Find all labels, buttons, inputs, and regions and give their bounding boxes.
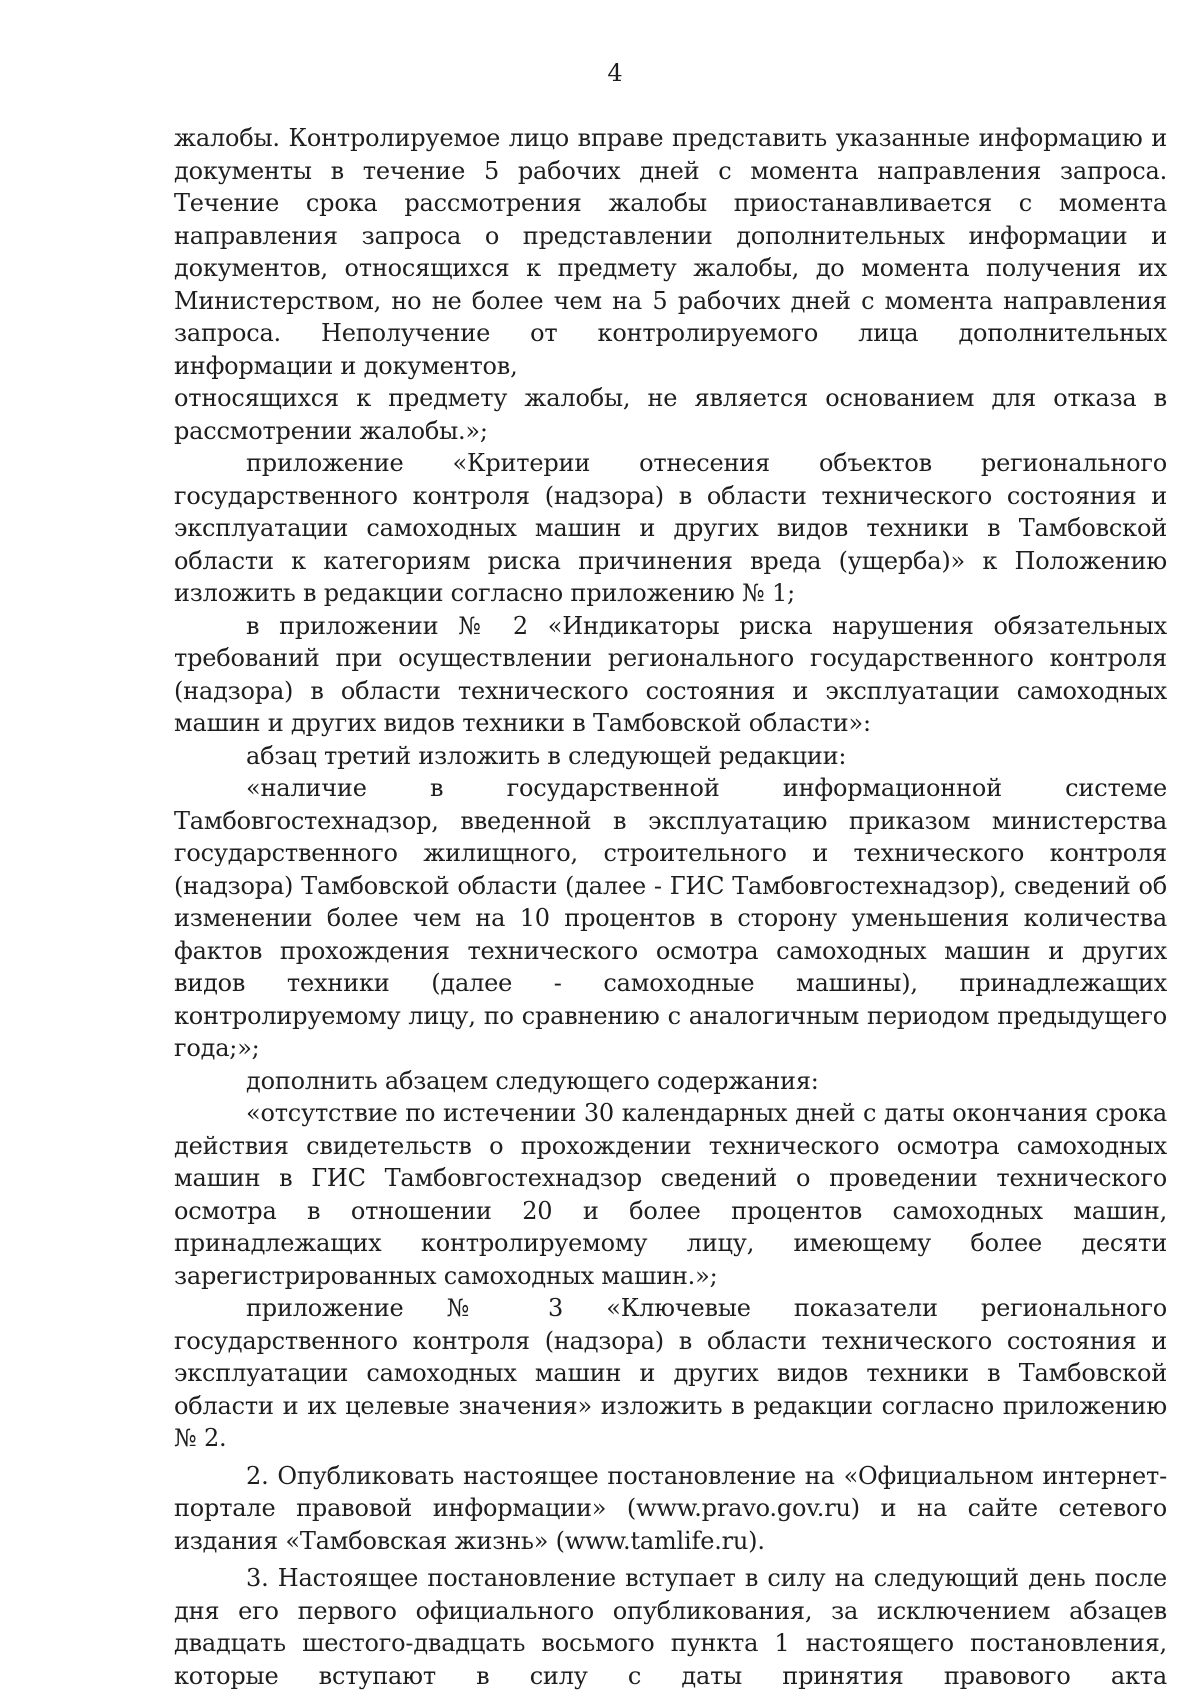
paragraph-appendix-3-indicators: приложение № 3 «Ключевые показатели регионального государственного контроля (надзора) в области технического состояния и эксплуатации самоходных машин и других видов техники в Тамбовской области и их целевые значения» изложить в редакции согласно приложению № 2. (174, 1294, 1167, 1452)
page-number: 4 (607, 59, 623, 87)
paragraph-appendix-2-indicators: в приложении № 2 «Индикаторы риска нарушения обязательных требований при осуществлении регионального государственного контроля (надзора) в области технического состояния и эксплуатации самоходных машин и других видов техники в Тамбовской области»: (174, 611, 1167, 737)
paragraph-complaint-refusal: относящихся к предмету жалобы, не является основанием для отказа в рассмотрении жалобы.»; (174, 384, 1167, 445)
paragraph-add-clause-heading: дополнить абзацем следующего содержания: (246, 1066, 819, 1095)
paragraph-add-clause-text: «отсутствие по истечении 30 календарных дней с даты окончания срока действия свидетельств о прохождении технического осмотра самоходных машин в ГИС Тамбовгостехнадзор сведений о проведении технического осмотра в отношении 20 и более процентов самоходных машин, принадлежащих контролируемому лицу, имеющему более десяти зарегистрированных самоходных машин.»; (174, 1099, 1167, 1290)
paragraph-third-clause-text: «наличие в государственной информационной системе Тамбовгостехнадзор, введенной в эксплуатацию приказом министерства государственного жилищного, строительного и технического контроля (надзора) Тамбовской области (далее - ГИС Тамбовгостехнадзор), сведений об изменении более чем на 10 процентов в сторону уменьшения количества фактов прохождения технического осмотра самоходных машин и других видов техники (далее - самоходные машины), принадлежащих контролируемому лицу, по сравнению с аналогичным периодом предыдущего года;»; (174, 774, 1167, 1062)
paragraph-third-clause-heading: абзац третий изложить в следующей редакции: (246, 741, 847, 770)
paragraph-item-2-publish: 2. Опубликовать настоящее постановление на «Официальном интернет-портале правовой информации» (www.pravo.gov.ru) и на сайте сетевого издания «Тамбовская жизнь» (www.tamlife.ru). (174, 1461, 1167, 1555)
paragraph-appendix-criteria: приложение «Критерии отнесения объектов регионального государственного контроля (надзора) в области технического состояния и эксплуатации самоходных машин и других видов техники в Тамбовской области к категориям риска причинения вреда (ущерба)» к Положению изложить в редакции согласно приложению № 1; (174, 449, 1167, 607)
paragraph-complaint-continuation: жалобы. Контролируемое лицо вправе представить указанные информацию и документы в течение 5 рабочих дней с момента направления запроса. Течение срока рассмотрения жалобы приостанавливается с момента направления запроса о представлении дополнительных информации и документов, относящихся к предмету жалобы, до момента получения их Министерством, но не более чем на 5 рабочих дней с момента направления запроса. Неполучение от контролируемого лица дополнительных информации и документов, (174, 124, 1167, 380)
document-body (174, 122, 1167, 1692)
paragraph-item-3-effective: 3. Настоящее постановление вступает в силу на следующий день после дня его первого официального опубликования, за исключением абзацев двадцать шестого-двадцать восьмого пункта 1 настоящего постановления, которые вступают в силу с даты принятия правового акта (174, 1564, 1167, 1690)
